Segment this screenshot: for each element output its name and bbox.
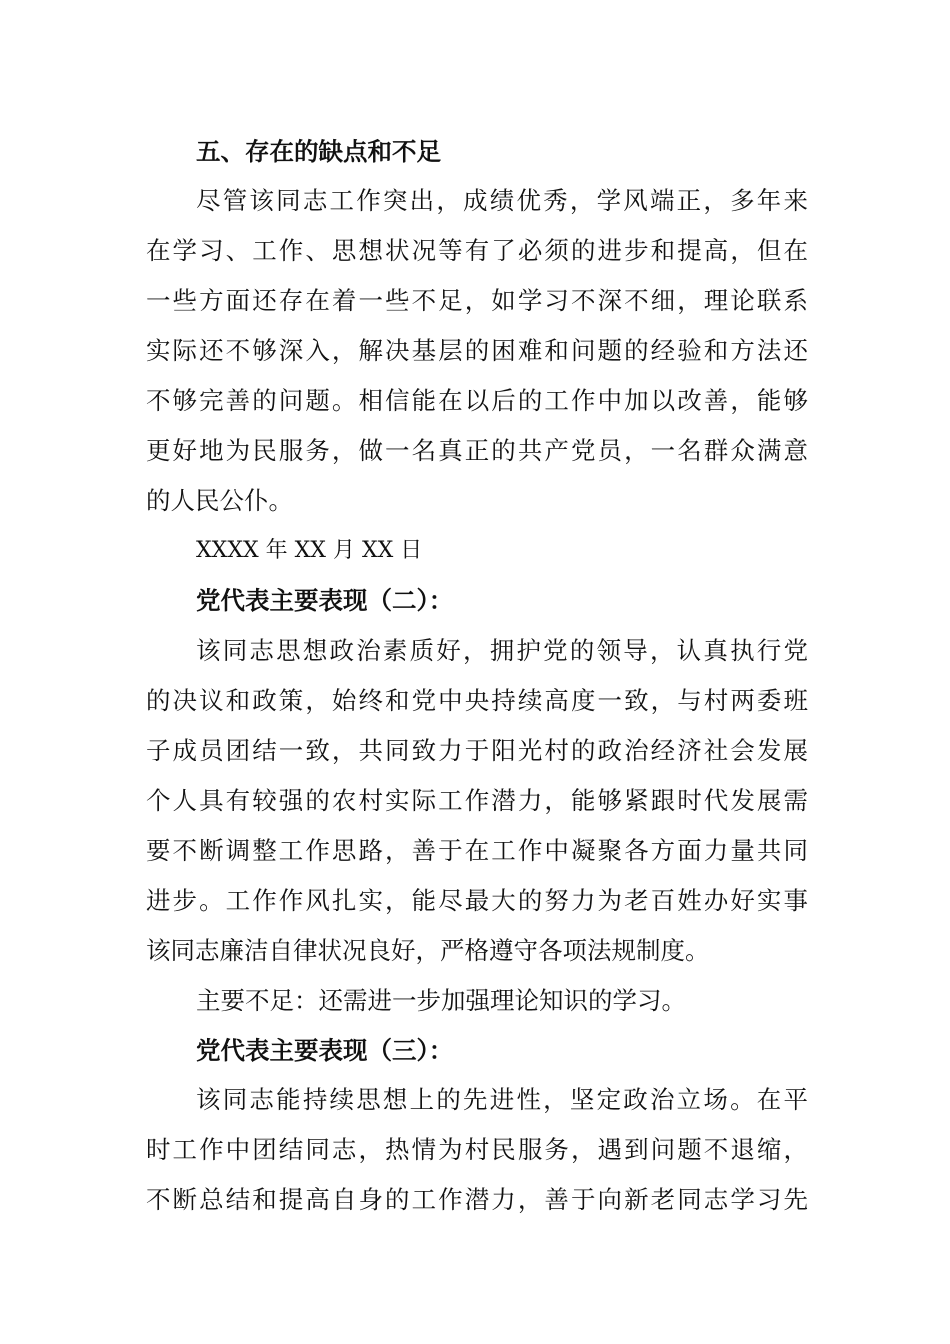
section-two-line-4: 个人具有较强的农村实际工作潜力，能够紧跟时代发展需 [146, 786, 808, 815]
section-two-heading: 党代表主要表现（二）： [196, 586, 454, 615]
section-three-line-1: 该同志能持续思想上的先进性，坚定政治立场。在平 [196, 1085, 808, 1114]
section-two-line-7: 该同志廉洁自律状况良好，严格遵守各项法规制度。 [146, 936, 710, 965]
section-two-line-1: 该同志思想政治素质好，拥护党的领导，认真执行党 [196, 636, 808, 665]
section-five-line-1: 尽管该同志工作突出，成绩优秀，学风端正，多年来 [196, 186, 808, 215]
section-five-line-6: 更好地为民服务，做一名真正的共产党员，一名群众满意 [146, 436, 808, 465]
section-five-heading: 五、存在的缺点和不足 [196, 137, 441, 166]
section-five-line-3: 一些方面还存在着一些不足，如学习不深不细，理论联系 [146, 286, 808, 315]
section-two-line-2: 的决议和政策，始终和党中央持续高度一致，与村两委班 [146, 686, 808, 715]
section-three-line-2: 时工作中团结同志，热情为村民服务，遇到问题不退缩， [146, 1135, 808, 1164]
section-five-line-2: 在学习、工作、思想状况等有了必须的进步和提高，但在 [146, 236, 808, 265]
section-two-line-3: 子成员团结一致，共同致力于阳光村的政治经济社会发展 [146, 736, 808, 765]
section-three-line-3: 不断总结和提高自身的工作潜力，善于向新老同志学习先 [146, 1185, 808, 1214]
date-line: XXXX 年 XX 月 XX 日 [196, 538, 423, 563]
section-two-line-5: 要不断调整工作思路，善于在工作中凝聚各方面力量共同 [146, 836, 808, 865]
section-two-shortcoming: 主要不足：还需进一步加强理论知识的学习。 [196, 986, 686, 1015]
section-five-line-4: 实际还不够深入，解决基层的困难和问题的经验和方法还 [146, 336, 808, 365]
section-three-heading: 党代表主要表现（三）： [196, 1036, 454, 1065]
section-two-line-6: 进步。工作作风扎实，能尽最大的努力为老百姓办好实事 [146, 886, 808, 915]
section-five-line-5: 不够完善的问题。相信能在以后的工作中加以改善，能够 [146, 386, 808, 415]
section-five-line-7: 的人民公仆。 [146, 486, 293, 515]
